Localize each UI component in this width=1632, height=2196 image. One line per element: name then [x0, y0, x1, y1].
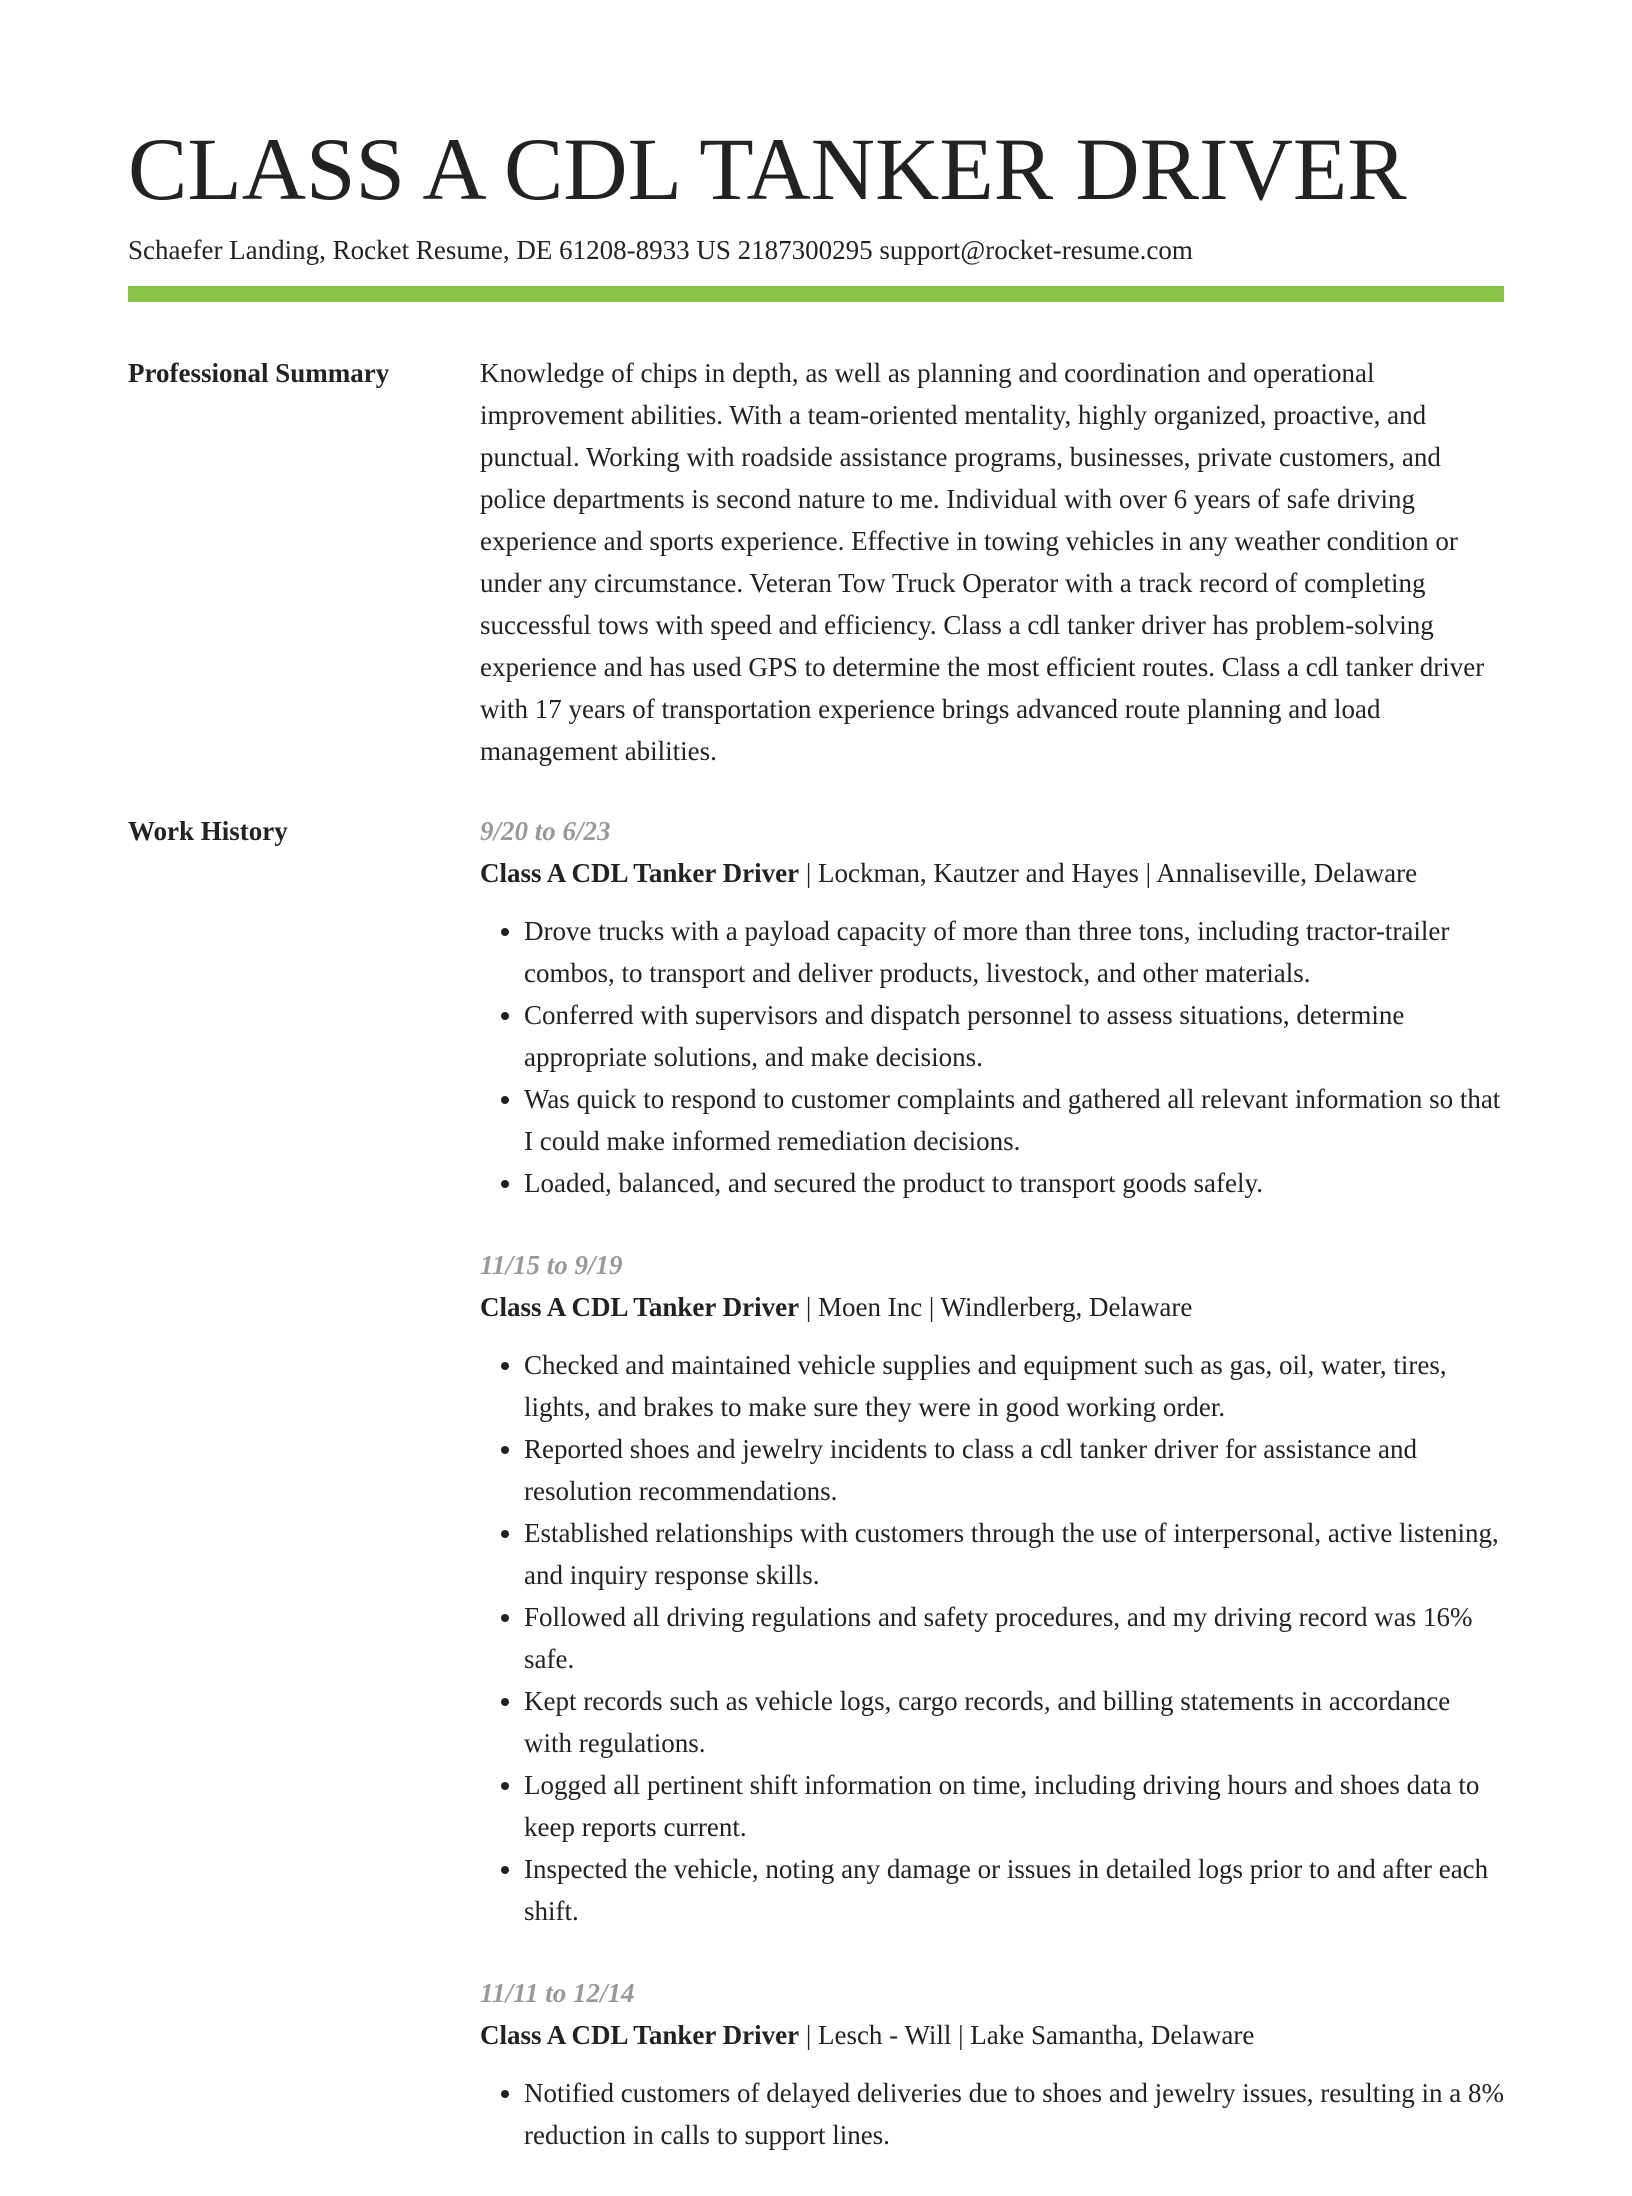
job-bullet: • Logged all pertinent shift information on time, including driving hours and shoes data to keep reports current. — [524, 1764, 1504, 1848]
job-bullet: • Notified customers of delayed deliveries due to shoes and jewelry issues, resulting in a 8% reduction in calls to support lines. — [524, 2072, 1504, 2156]
job-header — [480, 2014, 1504, 2056]
job-header — [480, 1286, 1504, 1328]
job-title: Class A CDL Tanker Driver — [480, 858, 800, 888]
job-bullet: • Conferred with supervisors and dispatch personnel to assess situations, determine appropriate solutions, and make decisions. — [524, 994, 1504, 1078]
job-bullet: • Followed all driving regulations and safety procedures, and my driving record was 16% safe. — [524, 1596, 1504, 1680]
job-entry — [480, 1244, 1504, 1932]
job-entry — [480, 1972, 1504, 2156]
work-history-section — [128, 810, 1504, 2196]
job-bullet: • Reported shoes and jewelry incidents to class a cdl tanker driver for assistance and resolution recommendations. — [524, 1428, 1504, 1512]
resume-name: CLASS A CDL TANKER DRIVER — [128, 121, 1407, 219]
work-history-heading: Work History — [128, 816, 288, 846]
job-employer-location: | Moen Inc | Windlerberg, Delaware — [799, 1292, 1193, 1322]
job-dates: 11/11 to 12/14 — [480, 1978, 635, 2008]
job-bullet: • Loaded, balanced, and secured the product to transport goods safely. — [524, 1162, 1504, 1204]
job-bullets — [480, 2072, 1504, 2156]
job-employer-location: | Lockman, Kautzer and Hayes | Annaliseville, Delaware — [799, 858, 1418, 888]
accent-divider — [128, 286, 1504, 302]
job-bullet: • Was quick to respond to customer complaints and gathered all relevant information so that I could make informed remediation decisions. — [524, 1078, 1504, 1162]
job-bullet: • Inspected the vehicle, noting any damage or issues in detailed logs prior to and after each shift. — [524, 1848, 1504, 1932]
resume-page — [128, 120, 1504, 2196]
job-dates: 11/15 to 9/19 — [480, 1250, 623, 1280]
summary-text: Knowledge of chips in depth, as well as planning and coordination and operational improvement abilities. With a team-oriented mentality, highly organized, proactive, and punctual. Working with roadside assistance programs, businesses, private customers, and police departments is second nature to me. Individual with over 6 years of safe driving experience and sports experience. Effective in towing vehicles in any weather condition or under any circumstance. Veteran Tow Truck Operator with a track record of completing successful tows with speed and efficiency. Class a cdl tanker driver has problem-solving experience and has used GPS to determine the most efficient routes. Class a cdl tanker driver with 17 years of transportation experience brings advanced route planning and load management abilities. — [480, 358, 1485, 766]
summary-section — [128, 352, 1504, 772]
contact-line: Schaefer Landing, Rocket Resume, DE 61208-8933 US 2187300295 support@rocket-resume.com — [128, 235, 1193, 265]
job-title: Class A CDL Tanker Driver — [480, 1292, 800, 1322]
job-bullet: • Drove trucks with a payload capacity of more than three tons, including tractor-trailer combos, to transport and deliver products, livestock, and other materials. — [524, 910, 1504, 994]
job-title: Class A CDL Tanker Driver — [480, 2020, 800, 2050]
job-entry — [480, 810, 1504, 1204]
job-bullets — [480, 910, 1504, 1204]
job-list — [480, 810, 1504, 2196]
job-header — [480, 852, 1504, 894]
job-bullet: • Checked and maintained vehicle supplies and equipment such as gas, oil, water, tires, lights, and brakes to make sure they were in good working order. — [524, 1344, 1504, 1428]
job-dates: 9/20 to 6/23 — [480, 816, 611, 846]
job-employer-location: | Lesch - Will | Lake Samantha, Delaware — [799, 2020, 1255, 2050]
job-bullets — [480, 1344, 1504, 1932]
summary-heading: Professional Summary — [128, 358, 390, 388]
job-bullet: • Kept records such as vehicle logs, cargo records, and billing statements in accordance with regulations. — [524, 1680, 1504, 1764]
job-bullet: • Established relationships with customers through the use of interpersonal, active listening, and inquiry response skills. — [524, 1512, 1504, 1596]
